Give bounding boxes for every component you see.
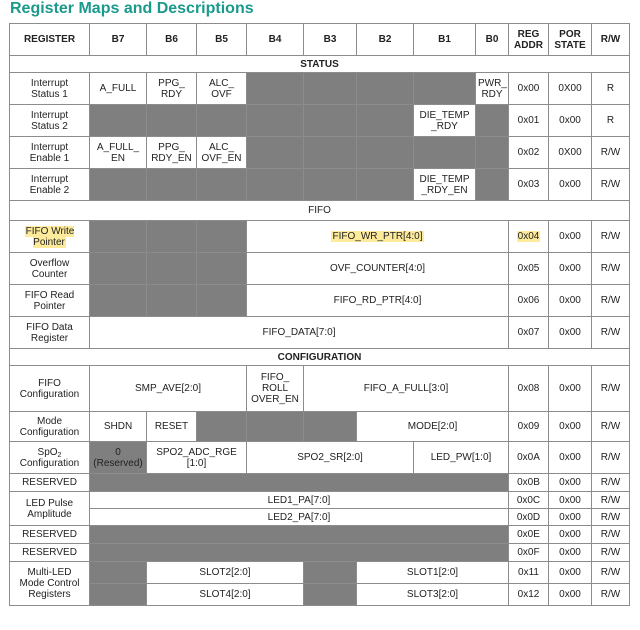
field-cell: LED1_PA[7:0] [90,492,509,509]
rw: R/W [592,169,630,201]
field-cell: SLOT1[2:0] [357,562,509,584]
table-row [10,544,630,562]
register-name: RESERVED [10,474,90,492]
register-name: Interrupt Status 2 [10,105,90,137]
bit-cell: PPG_ RDY_EN [147,137,197,169]
reserved-cell [197,221,247,253]
reg-addr: 0x0A [509,442,549,474]
rw: R/W [592,562,630,584]
por-state: 0x00 [549,584,592,606]
table-header-row [10,24,630,56]
reserved-cell [476,137,509,169]
header-b0: B0 [476,24,509,56]
por-state: 0x00 [549,526,592,544]
reserved-cell [147,221,197,253]
register-name: RESERVED [10,544,90,562]
reserved-cell [90,253,147,285]
reserved-cell [90,474,509,492]
reserved-cell [90,544,509,562]
header-b4: B4 [247,24,304,56]
rw: R [592,105,630,137]
rw: R/W [592,285,630,317]
reserved-cell [90,562,147,584]
table-row [10,253,630,285]
reserved-cell [304,562,357,584]
reg-addr: 0x0D [509,509,549,526]
bit-cell: DIE_TEMP _RDY_EN [414,169,476,201]
reserved-cell [90,526,509,544]
rw: R/W [592,317,630,349]
register-map-table [9,23,630,606]
table-row [10,492,630,509]
reg-addr: 0x0B [509,474,549,492]
reserved-cell [304,584,357,606]
reserved-cell [357,73,414,105]
table-row [10,526,630,544]
rw: R/W [592,526,630,544]
reg-addr: 0x0F [509,544,549,562]
register-name: Interrupt Enable 1 [10,137,90,169]
rw: R/W [592,442,630,474]
rw: R/W [592,137,630,169]
header-rw: R/W [592,24,630,56]
reg-addr: 0x06 [509,285,549,317]
bit-cell: A_FULL [90,73,147,105]
register-name: LED Pulse Amplitude [10,492,90,526]
header-register: REGISTER [10,24,90,56]
por-state: 0x00 [549,509,592,526]
reg-addr: 0x04 [509,221,549,253]
por-state: 0x00 [549,544,592,562]
rw: R/W [592,412,630,442]
table-row [10,412,630,442]
field-cell: SPO2_SR[2:0] [247,442,414,474]
table-row [10,137,630,169]
reserved-cell [304,137,357,169]
bit-cell: SHDN [90,412,147,442]
reg-addr: 0x05 [509,253,549,285]
bit-cell: DIE_TEMP _RDY [414,105,476,137]
bit-cell: ALC_ OVF [197,73,247,105]
table-row [10,285,630,317]
reg-addr: 0x00 [509,73,549,105]
bit-cell: RESET [147,412,197,442]
reserved-cell [90,105,147,137]
field-cell: FIFO_A_FULL[3:0] [304,366,509,412]
header-b2: B2 [357,24,414,56]
table-row [10,169,630,201]
reserved-cell [247,137,304,169]
section-row-fifo [10,201,630,221]
rw: R/W [592,509,630,526]
field-cell: MODE[2:0] [357,412,509,442]
field-cell: FIFO_DATA[7:0] [90,317,509,349]
por-state: 0x00 [549,562,592,584]
reserved-cell [304,169,357,201]
rw: R/W [592,584,630,606]
header-b6: B6 [147,24,197,56]
por-state: 0x00 [549,442,592,474]
por-state: 0x00 [549,366,592,412]
header-por-state: POR STATE [549,24,592,56]
table-row [10,474,630,492]
header-b3: B3 [304,24,357,56]
por-state: 0X00 [549,73,592,105]
table-row [10,73,630,105]
bit-cell: FIFO_ ROLL OVER_EN [247,366,304,412]
table-row [10,562,630,584]
register-name: Mode Configuration [10,412,90,442]
reserved-cell [197,285,247,317]
reserved-cell [414,137,476,169]
register-name: Interrupt Status 1 [10,73,90,105]
bit-cell: PWR_ RDY [476,73,509,105]
reserved-cell [147,285,197,317]
table-row [10,105,630,137]
section-configuration: CONFIGURATION [10,349,630,366]
section-fifo: FIFO [10,201,630,221]
page-title: Register Maps and Descriptions [10,0,254,17]
reserved-cell [197,253,247,285]
reg-addr: 0x07 [509,317,549,349]
reserved-cell [304,105,357,137]
table-row [10,366,630,412]
field-cell: SLOT2[2:0] [147,562,304,584]
reserved-cell [357,169,414,201]
por-state: 0x00 [549,105,592,137]
reg-addr: 0x01 [509,105,549,137]
por-state: 0x00 [549,474,592,492]
section-row-configuration [10,349,630,366]
reserved-cell [304,412,357,442]
por-state: 0x00 [549,221,592,253]
table-row [10,221,630,253]
reg-addr: 0x0C [509,492,549,509]
header-b7: B7 [90,24,147,56]
field-cell: SLOT3[2:0] [357,584,509,606]
reg-addr: 0x02 [509,137,549,169]
por-state: 0x00 [549,412,592,442]
rw: R/W [592,492,630,509]
register-name: RESERVED [10,526,90,544]
rw: R/W [592,474,630,492]
por-state: 0x00 [549,492,592,509]
reserved-cell [90,285,147,317]
por-state: 0x00 [549,253,592,285]
reserved-cell [247,73,304,105]
field-cell: LED2_PA[7:0] [90,509,509,526]
reserved-cell [90,169,147,201]
reg-addr: 0x08 [509,366,549,412]
reserved-cell [476,105,509,137]
bit-cell: ALC_ OVF_EN [197,137,247,169]
table-row [10,584,630,606]
field-cell: SMP_AVE[2:0] [90,366,247,412]
reserved-cell [147,169,197,201]
rw: R [592,73,630,105]
register-name: FIFO Write Pointer [10,221,90,253]
table-row [10,509,630,526]
por-state: 0X00 [549,137,592,169]
field-cell: SLOT4[2:0] [147,584,304,606]
por-state: 0x00 [549,169,592,201]
reserved-cell [90,584,147,606]
reserved-bit-cell: 0 (Reserved) [90,442,147,474]
reserved-cell [476,169,509,201]
header-b1: B1 [414,24,476,56]
rw: R/W [592,544,630,562]
rw: R/W [592,221,630,253]
reserved-cell [197,105,247,137]
reserved-cell [197,169,247,201]
bit-cell: PPG_ RDY [147,73,197,105]
por-state: 0x00 [549,285,592,317]
reserved-cell [247,169,304,201]
reg-addr: 0x11 [509,562,549,584]
reserved-cell [247,412,304,442]
field-cell: FIFO_WR_PTR[4:0] [247,221,509,253]
reserved-cell [90,221,147,253]
reserved-cell [414,73,476,105]
bit-cell: A_FULL_ EN [90,137,147,169]
header-b5: B5 [197,24,247,56]
reserved-cell [304,73,357,105]
reg-addr: 0x09 [509,412,549,442]
rw: R/W [592,366,630,412]
table-row [10,442,630,474]
table-row [10,317,630,349]
reg-addr: 0x03 [509,169,549,201]
field-cell: FIFO_RD_PTR[4:0] [247,285,509,317]
reg-addr: 0x12 [509,584,549,606]
field-cell: LED_PW[1:0] [414,442,509,474]
field-cell: OVF_COUNTER[4:0] [247,253,509,285]
field-cell: SPO2_ADC_RGE [1:0] [147,442,247,474]
register-name: FIFO Data Register [10,317,90,349]
register-name: Interrupt Enable 2 [10,169,90,201]
register-name: Overflow Counter [10,253,90,285]
register-name: FIFO Configuration [10,366,90,412]
reserved-cell [197,412,247,442]
reserved-cell [147,105,197,137]
register-name: Multi-LED Mode Control Registers [10,562,90,606]
register-name: SpO$_2$ Configuration [10,442,90,474]
reserved-cell [147,253,197,285]
reserved-cell [357,137,414,169]
reg-addr: 0x0E [509,526,549,544]
por-state: 0x00 [549,317,592,349]
section-row-status [10,56,630,73]
reserved-cell [357,105,414,137]
rw: R/W [592,253,630,285]
register-name: FIFO Read Pointer [10,285,90,317]
section-status: STATUS [10,56,630,73]
header-reg-addr: REG ADDR [509,24,549,56]
reserved-cell [247,105,304,137]
